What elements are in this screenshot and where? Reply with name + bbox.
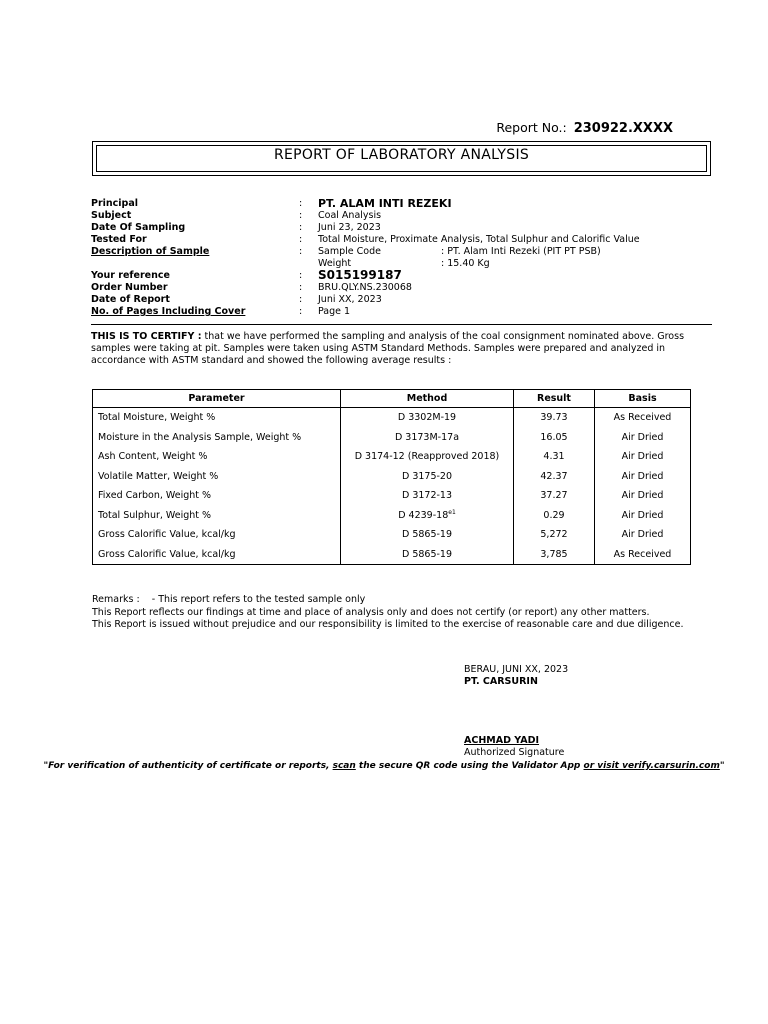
remarks-section xyxy=(92,594,712,632)
verification-note xyxy=(0,761,768,771)
cell-basis: As Received xyxy=(595,408,691,428)
table-header-row xyxy=(93,390,691,408)
certify-paragraph xyxy=(91,331,717,367)
date-report-label: Date of Report xyxy=(91,294,170,305)
signature-place-date: BERAU, JUNI XX, 2023 xyxy=(464,664,569,675)
header-result: Result xyxy=(514,390,595,408)
certify-heading: THIS IS TO CERTIFY : xyxy=(91,331,202,342)
cell-basis: Air Dried xyxy=(595,525,691,545)
cell-method: D 5865-19 xyxy=(341,525,514,545)
method-text: D 4239-18 xyxy=(398,510,449,522)
cell-method: D 3173M-17a xyxy=(341,428,514,448)
table-row xyxy=(93,545,691,565)
verification-text-2: the secure QR code using the Validator App xyxy=(355,761,584,771)
colon: : xyxy=(299,282,303,293)
order-number-label: Order Number xyxy=(91,282,168,293)
verification-text-3: " xyxy=(719,761,725,771)
subject-label: Subject xyxy=(91,210,132,221)
order-number-value: BRU.QLY.NS.230068 xyxy=(318,282,412,293)
cell-parameter: Volatile Matter, Weight % xyxy=(93,467,341,487)
pages-label: No. of Pages Including Cover xyxy=(91,306,246,317)
table-row xyxy=(93,447,691,467)
cell-basis: Air Dried xyxy=(595,486,691,506)
title-box xyxy=(92,141,711,176)
method-superscript: e1 xyxy=(448,509,456,517)
description-label: Description of Sample xyxy=(91,246,210,257)
cell-parameter: Moisture in the Analysis Sample, Weight % xyxy=(93,428,341,448)
cell-parameter: Total Sulphur, Weight % xyxy=(93,506,341,526)
cell-basis: Air Dried xyxy=(595,447,691,467)
table-row xyxy=(93,525,691,545)
cell-method: D 3302M-19 xyxy=(341,408,514,428)
cell-method: D 3175-20 xyxy=(341,467,514,487)
remarks-line-3: This Report is issued without prejudice and our responsibility is limited to the exercise of reasonable care and due diligence. xyxy=(92,619,684,630)
cell-method: D 3172-13 xyxy=(341,486,514,506)
cell-result: 42.37 xyxy=(514,467,595,487)
cell-result: 5,272 xyxy=(514,525,595,545)
colon: : xyxy=(299,306,303,317)
principal-label: Principal xyxy=(91,198,139,209)
principal-value: PT. ALAM INTI REZEKI xyxy=(318,197,452,210)
remarks-line-1: Remarks : - This report refers to the tested sample only xyxy=(92,594,366,605)
cell-result: 3,785 xyxy=(514,545,595,565)
report-number-label: Report No.: xyxy=(496,120,567,135)
cell-result: 4.31 xyxy=(514,447,595,467)
colon: : xyxy=(299,246,303,257)
colon: : xyxy=(299,198,303,209)
results-table xyxy=(92,389,691,565)
header-method: Method xyxy=(341,390,514,408)
report-number xyxy=(0,120,673,136)
cell-parameter: Ash Content, Weight % xyxy=(93,447,341,467)
colon: : xyxy=(299,210,303,221)
remarks-line-2: This Report reflects our findings at time and place of analysis only and does not certify (or report) any other matters. xyxy=(92,606,650,618)
certify-text: that we have performed the sampling and analysis of the coal consignment nominated above. Gross samples were taking at pit. Samples were taken using ASTM Standard Methods. Samples were prepared and analyzed in accordance with ASTM standard and showed the following average results : xyxy=(91,331,685,366)
header-basis: Basis xyxy=(595,390,691,408)
sample-code-label: Sample Code xyxy=(318,246,381,257)
divider xyxy=(91,324,712,325)
date-sampling-label: Date Of Sampling xyxy=(91,222,186,233)
cell-basis: Air Dried xyxy=(595,428,691,448)
subject-value: Coal Analysis xyxy=(318,210,382,221)
signatory-role: Authorized Signature xyxy=(464,747,565,758)
tested-for-label: Tested For xyxy=(91,234,147,245)
cell-basis: Air Dried xyxy=(595,467,691,487)
cell-method: D 3174-12 (Reapproved 2018) xyxy=(341,447,514,467)
cell-method: D 5865-19 xyxy=(341,545,514,565)
table-row xyxy=(93,428,691,448)
signature-company: PT. CARSURIN xyxy=(464,676,538,687)
signatory-name: ACHMAD YADI xyxy=(464,735,540,746)
cell-basis: As Received xyxy=(595,545,691,565)
colon: : xyxy=(299,294,303,305)
cell-result: 0.29 xyxy=(514,506,595,526)
tested-for-value: Total Moisture, Proximate Analysis, Total Sulphur and Calorific Value xyxy=(318,234,640,245)
verification-text-1: "For verification of authenticity of certificate or reports, xyxy=(43,761,333,771)
colon: : xyxy=(299,222,303,233)
colon: : xyxy=(299,270,303,281)
your-reference-value: S015199187 xyxy=(318,268,402,282)
cell-result: 16.05 xyxy=(514,428,595,448)
verification-scan: scan xyxy=(332,761,356,771)
weight-label: Weight xyxy=(318,258,352,269)
cell-parameter: Gross Calorific Value, kcal/kg xyxy=(93,545,341,565)
sample-code-value: : PT. Alam Inti Rezeki (PIT PT PSB) xyxy=(441,246,601,257)
cell-result: 37.27 xyxy=(514,486,595,506)
date-report-value: Juni XX, 2023 xyxy=(318,294,382,305)
verification-link[interactable]: or visit verify.carsurin.com xyxy=(583,761,720,771)
cell-method xyxy=(341,506,514,526)
cell-parameter: Gross Calorific Value, kcal/kg xyxy=(93,525,341,545)
table-row xyxy=(93,506,691,526)
cell-parameter: Total Moisture, Weight % xyxy=(93,408,341,428)
table-row xyxy=(93,486,691,506)
cell-parameter: Fixed Carbon, Weight % xyxy=(93,486,341,506)
weight-value: : 15.40 Kg xyxy=(441,258,490,269)
pages-value: Page 1 xyxy=(318,306,351,317)
page-title: REPORT OF LABORATORY ANALYSIS xyxy=(273,147,530,163)
header-parameter: Parameter xyxy=(93,390,341,408)
report-number-value: 230922.XXXX xyxy=(573,121,673,136)
table-row xyxy=(93,467,691,487)
table-row xyxy=(93,408,691,428)
cell-basis: Air Dried xyxy=(595,506,691,526)
date-sampling-value: Juni 23, 2023 xyxy=(318,222,381,233)
colon: : xyxy=(299,234,303,245)
cell-result: 39.73 xyxy=(514,408,595,428)
your-reference-label: Your reference xyxy=(91,270,170,281)
